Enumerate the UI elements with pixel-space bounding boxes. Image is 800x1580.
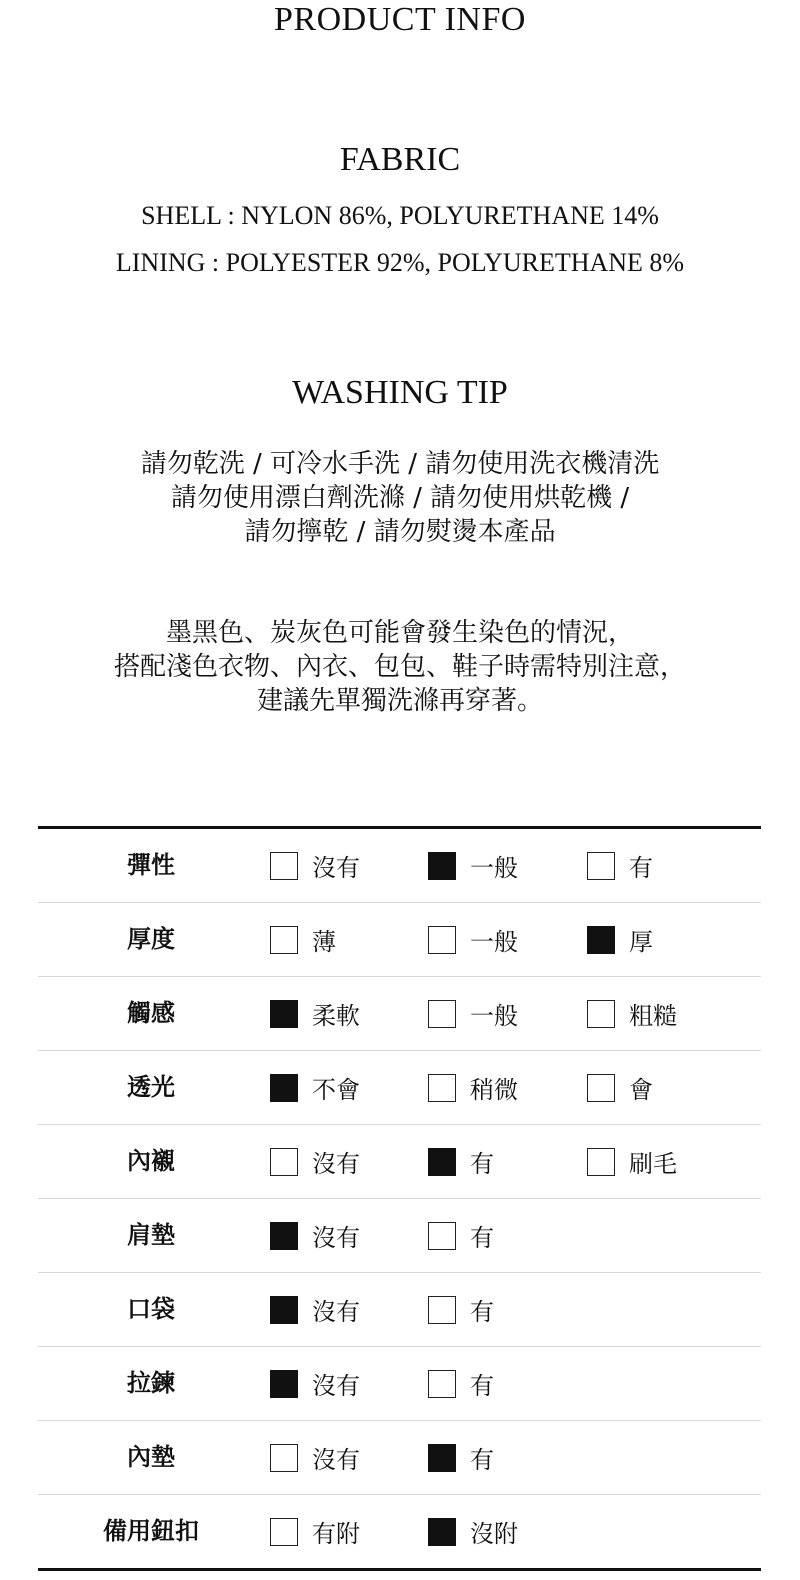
unchecked-box-icon [270,1518,298,1546]
spec-row-label: 厚度 [127,925,175,953]
spec-option [428,1125,494,1198]
spec-option [587,1125,677,1198]
spec-row-label: 口袋 [127,1295,175,1323]
spec-option [428,903,518,976]
spec-option [587,1051,653,1124]
unchecked-box-icon [428,926,456,954]
checked-box-icon [270,1000,298,1028]
spec-option [270,977,360,1050]
spec-row [38,1495,761,1568]
spec-option-label: 有附 [312,1520,360,1548]
checked-box-icon [270,1370,298,1398]
spec-row [38,829,761,903]
spec-option [270,1051,360,1124]
spec-option [270,903,336,976]
washing-tip-line: 請勿乾洗 / 可冷水手洗 / 請勿使用洗衣機清洗 [140,449,660,479]
spec-option-label: 有 [470,1298,494,1326]
spec-option [270,1273,360,1346]
spec-option-label: 一般 [470,854,518,882]
table-bottom-rule [38,1568,761,1571]
dye-transfer-note-line: 墨黑色、炭灰色可能會發生染色的情況， [165,618,634,648]
checked-box-icon [428,1444,456,1472]
spec-option [428,1495,518,1568]
spec-option [270,829,360,902]
spec-row-label: 內墊 [127,1443,175,1471]
spec-option [428,1421,494,1494]
unchecked-box-icon [270,852,298,880]
spec-option-label: 粗糙 [629,1002,677,1030]
spec-row-label: 備用鈕扣 [103,1517,199,1545]
spec-option-label: 柔軟 [312,1002,360,1030]
spec-option [428,1051,518,1124]
spec-option-label: 有 [470,1372,494,1400]
spec-row [38,1273,761,1347]
spec-row [38,1199,761,1273]
washing-tip-line: 請勿擰乾 / 請勿熨燙本產品 [244,517,556,547]
spec-row-label: 透光 [127,1073,175,1101]
spec-row-label: 肩墊 [127,1221,175,1249]
page-title: PRODUCT INFO [274,1,526,38]
unchecked-box-icon [587,1074,615,1102]
spec-option [428,1199,494,1272]
spec-option [587,977,677,1050]
spec-option-label: 有 [470,1446,494,1474]
spec-option-label: 有 [629,854,653,882]
spec-row-label: 彈性 [127,851,175,879]
spec-table [38,826,761,1571]
unchecked-box-icon [270,1444,298,1472]
spec-option [428,1347,494,1420]
checked-box-icon [428,1148,456,1176]
spec-option [270,1199,360,1272]
dye-transfer-note-line: 建議先單獨洗滌再穿著。 [256,686,543,716]
spec-row [38,1347,761,1421]
fabric-shell-composition: SHELL : NYLON 86%, POLYURETHANE 14% [141,201,659,230]
unchecked-box-icon [587,852,615,880]
spec-row [38,1051,761,1125]
spec-option-label: 有 [470,1224,494,1252]
spec-row [38,1421,761,1495]
unchecked-box-icon [587,1000,615,1028]
spec-option [270,1347,360,1420]
spec-option-label: 會 [629,1076,653,1104]
spec-option-label: 沒有 [312,1372,360,1400]
spec-row-label: 內襯 [127,1147,175,1175]
spec-option-label: 薄 [312,928,336,956]
spec-option-label: 一般 [470,928,518,956]
unchecked-box-icon [270,1148,298,1176]
spec-option-label: 沒有 [312,1224,360,1252]
spec-row [38,903,761,977]
checked-box-icon [587,926,615,954]
unchecked-box-icon [428,1074,456,1102]
spec-row [38,977,761,1051]
spec-row-label: 拉鍊 [127,1369,175,1397]
spec-option [587,829,653,902]
unchecked-box-icon [428,1000,456,1028]
washing-tip-heading: WASHING TIP [292,374,508,411]
spec-option-label: 稍微 [470,1076,518,1104]
checked-box-icon [270,1222,298,1250]
unchecked-box-icon [428,1370,456,1398]
spec-option-label: 有 [470,1150,494,1178]
spec-option [428,1273,494,1346]
spec-rows [38,829,761,1568]
washing-tip-line: 請勿使用漂白劑洗滌 / 請勿使用烘乾機 / [170,483,630,513]
checked-box-icon [428,1518,456,1546]
spec-option [587,903,653,976]
spec-option-label: 一般 [470,1002,518,1030]
spec-option [428,977,518,1050]
unchecked-box-icon [270,926,298,954]
checked-box-icon [270,1296,298,1324]
unchecked-box-icon [428,1222,456,1250]
spec-option-label: 沒有 [312,854,360,882]
spec-row [38,1125,761,1199]
spec-option [270,1495,360,1568]
unchecked-box-icon [428,1296,456,1324]
checked-box-icon [428,852,456,880]
spec-option-label: 沒有 [312,1446,360,1474]
spec-option-label: 沒有 [312,1298,360,1326]
unchecked-box-icon [587,1148,615,1176]
checked-box-icon [270,1074,298,1102]
spec-option-label: 沒有 [312,1150,360,1178]
spec-option [270,1125,360,1198]
spec-row-label: 觸感 [127,999,175,1027]
fabric-heading: FABRIC [339,141,461,178]
spec-option-label: 不會 [312,1076,360,1104]
fabric-lining-composition: LINING : POLYESTER 92%, POLYURETHANE 8% [115,248,685,277]
spec-option [428,829,518,902]
spec-option [270,1421,360,1494]
spec-option-label: 刷毛 [629,1150,677,1178]
dye-transfer-note-line: 搭配淺色衣物、內衣、包包、鞋子時需特別注意， [113,652,686,682]
spec-option-label: 厚 [629,928,653,956]
spec-option-label: 沒附 [470,1520,518,1548]
